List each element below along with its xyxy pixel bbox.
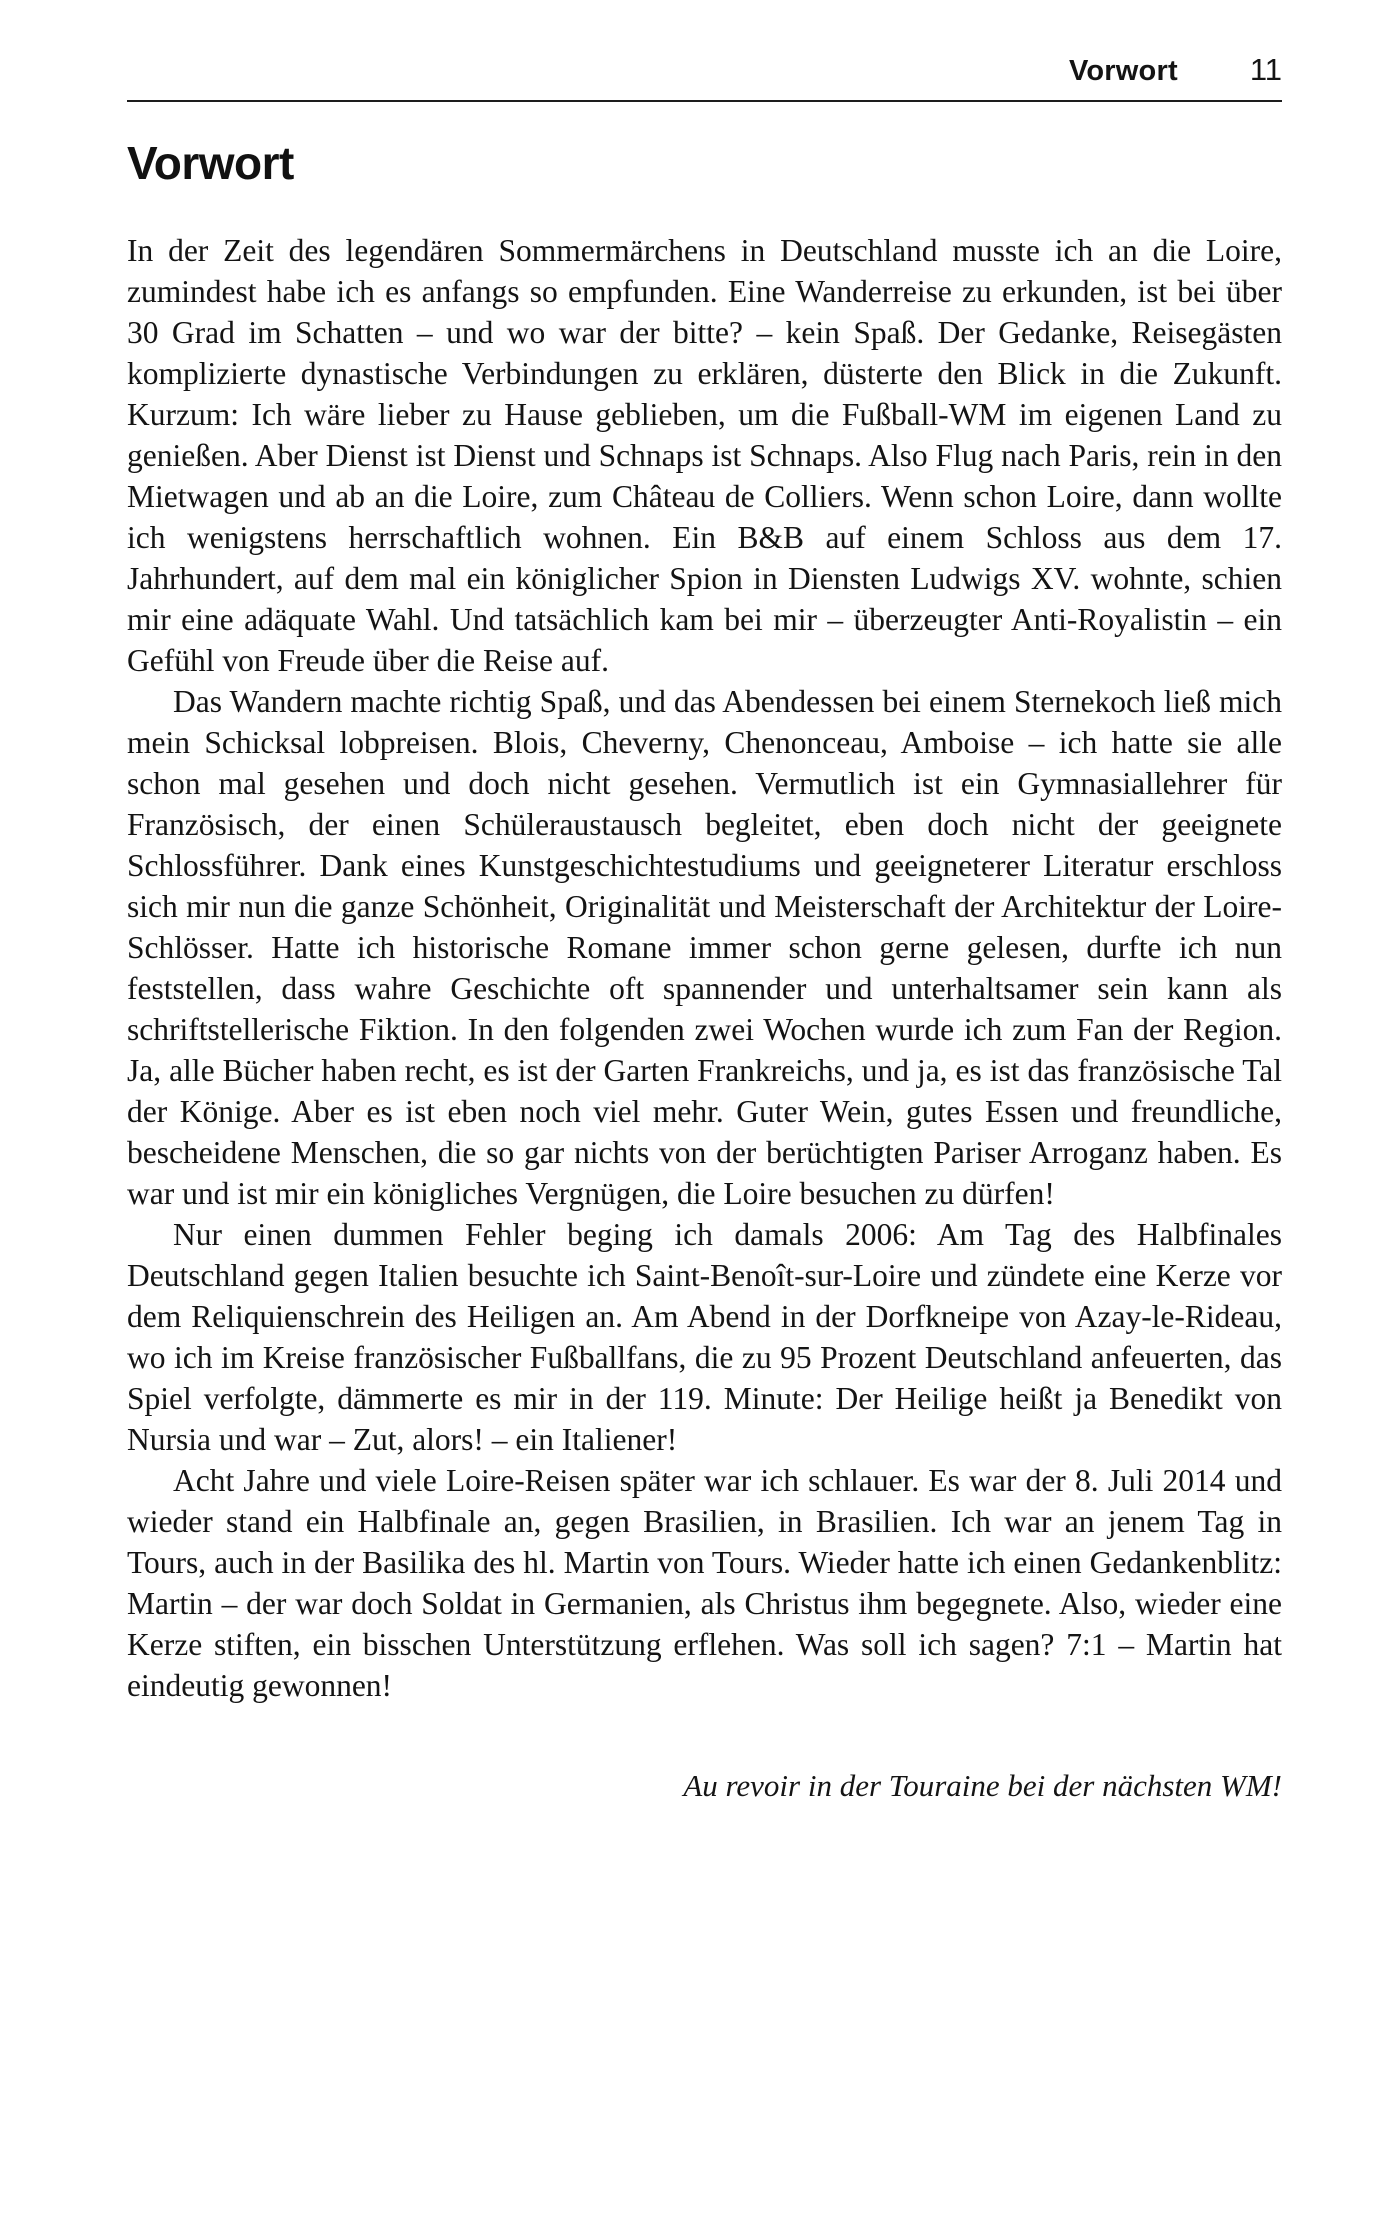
paragraph-1: In der Zeit des legendären Sommermärchens in Deutschland musste ich an die Loire, zumindest habe ich es anfangs so empfunden. Eine Wanderreise zu erkunden, ist bei über 30 Grad im Schatten – und wo war der bitte? – kein Spaß. Der Gedanke, Reisegästen komplizierte dynastische Verbindungen zu erklären, düsterte den Blick in die Zukunft. Kurzum: Ich wäre lieber zu Hause geblieben, um die Fußball-WM im eigenen Land zu genießen. Aber Dienst ist Dienst und Schnaps ist Schnaps. Also Flug nach Paris, rein in den Mietwagen und ab an die Loire, zum Château de Colliers. Wenn schon Loire, dann wollte ich wenigstens herrschaftlich wohnen. Ein B&B auf einem Schloss aus dem 17. Jahrhundert, auf dem mal ein königlicher Spion in Diensten Ludwigs XV. wohnte, schien mir eine adäquate Wahl. Und tatsächlich kam bei mir – überzeugter Anti-Royalistin – ein Gefühl von Freude über die Reise auf.	[127, 233, 1282, 678]
running-head-section-label: Vorwort	[1069, 55, 1178, 87]
running-head	[127, 52, 1282, 102]
page-number: 11	[1249, 52, 1282, 87]
chapter-title: Vorwort	[127, 137, 294, 189]
closing-line: Au revoir in der Touraine bei der nächsten WM!	[683, 1768, 1282, 1803]
paragraph-3: Nur einen dummen Fehler beging ich damals 2006: Am Tag des Halbfinales Deutschland gegen Italien besuchte ich Saint-Benoît-sur-Loire und zündete eine Kerze vor dem Reliquienschrein des Heiligen an. Am Abend in der Dorfkneipe von Azay-le-Rideau, wo ich im Kreise französischer Fußballfans, die zu 95 Prozent Deutschland anfeuerten, das Spiel verfolgte, dämmerte es mir in der 119. Minute: Der Heilige heißt ja Benedikt von Nursia und war – Zut, alors! – ein Italiener!	[127, 1217, 1282, 1457]
paragraph-4: Acht Jahre und viele Loire-Reisen später war ich schlauer. Es war der 8. Juli 2014 und wieder stand ein Halbfinale an, gegen Brasilien, in Brasilien. Ich war an jenem Tag in Tours, auch in der Basilika des hl. Martin von Tours. Wieder hatte ich einen Gedankenblitz: Martin – der war doch Soldat in Germanien, als Christus ihm begegnete. Also, wieder eine Kerze stiften, ein bisschen Unterstützung erflehen. Was soll ich sagen? 7:1 – Martin hat eindeutig gewonnen!	[127, 1463, 1282, 1703]
paragraph-2: Das Wandern machte richtig Spaß, und das Abendessen bei einem Sternekoch ließ mich mein Schicksal lobpreisen. Blois, Cheverny, Chenonceau, Amboise – ich hatte sie alle schon mal gesehen und doch nicht gesehen. Vermutlich ist ein Gymnasiallehrer für Französisch, der einen Schüleraustausch begleitet, eben doch nicht der geeignete Schlossführer. Dank eines Kunstgeschichtestudiums und geeigneterer Literatur erschloss sich mir nun die ganze Schönheit, Originalität und Meisterschaft der Architektur der Loire-Schlösser. Hatte ich historische Romane immer schon gerne gelesen, durfte ich nun feststellen, dass wahre Geschichte oft spannender und unterhaltsamer sein kann als schriftstellerische Fiktion. In den folgenden zwei Wochen wurde ich zum Fan der Region. Ja, alle Bücher haben recht, es ist der Garten Frankreichs, und ja, es ist das französische Tal der Könige. Aber es ist eben noch viel mehr. Guter Wein, gutes Essen und freundliche, bescheidene Menschen, die so gar nichts von der berüchtigten Pariser Arroganz haben. Es war und ist mir ein königliches Vergnügen, die Loire besuchen zu dürfen!	[127, 684, 1282, 1211]
body-text	[127, 230, 1282, 1706]
